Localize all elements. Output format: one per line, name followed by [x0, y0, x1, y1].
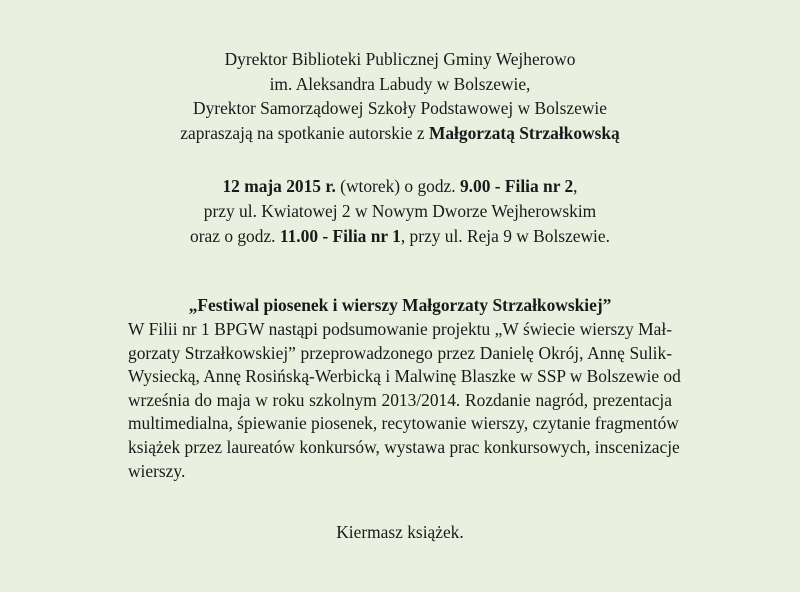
description-line: Wysiecką, Annę Rosińską-Werbicką i Malwinę Blaszke w SSP w Bolszewie od: [128, 366, 681, 387]
description-line: W Filii nr 1 BPGW nastąpi podsumowanie projektu „W świecie wierszy Mał-: [128, 319, 672, 339]
event-date: 12 maja 2015 r.: [222, 176, 336, 196]
organizer-line-1: Dyrektor Biblioteki Publicznej Gminy Wejherowo: [224, 49, 576, 69]
event-address-2: , przy ul. Reja 9 w Bolszewie.: [400, 226, 610, 246]
event-or-prefix: oraz o godz.: [190, 226, 280, 246]
event-comma: ,: [573, 176, 578, 196]
description-line: wierszy.: [128, 460, 186, 481]
description-line: multimedialna, śpiewanie piosenek, recytowanie wierszy, czytanie fragmentów: [128, 413, 679, 434]
organizer-line-2: im. Aleksandra Labudy w Bolszewie,: [269, 73, 531, 94]
festival-description: [128, 318, 681, 483]
event-date-line: [0, 174, 800, 199]
book-fair-note: Kiermasz książek.: [336, 522, 464, 542]
event-time-2: 11.00 - Filia nr 1: [279, 226, 401, 246]
description-line: września do maja w roku szkolnym 2013/2014. Rozdanie nagród, prezentacja: [128, 389, 672, 410]
organizer-line-3: Dyrektor Samorządowej Szkoły Podstawowej w Bolszewie: [193, 98, 607, 118]
event-details: [0, 174, 800, 249]
invitation-prefix: zapraszają na spotkanie autorskie z: [180, 122, 429, 143]
invitation-line: [0, 121, 800, 146]
festival-title: „Festiwal piosenek i wierszy Małgorzaty Strzałkowskiej”: [188, 295, 612, 315]
description-line: gorzaty Strzałkowskiej” przeprowadzonego przez Danielę Okrój, Annę Sulik-: [128, 342, 672, 363]
author-name: Małgorzatą Strzałkowską: [428, 122, 620, 143]
description-line: książek przez laureatów konkursów, wystawa prac konkursowych, inscenizacje: [128, 436, 680, 457]
event-time-1: 9.00 - Filia nr 2: [459, 176, 574, 196]
event-weekday: (wtorek) o godz.: [335, 176, 460, 196]
event-second-line: [0, 224, 800, 249]
event-address-1: przy ul. Kwiatowej 2 w Nowym Dworze Wejherowskim: [203, 201, 597, 221]
header-block: [0, 47, 800, 145]
